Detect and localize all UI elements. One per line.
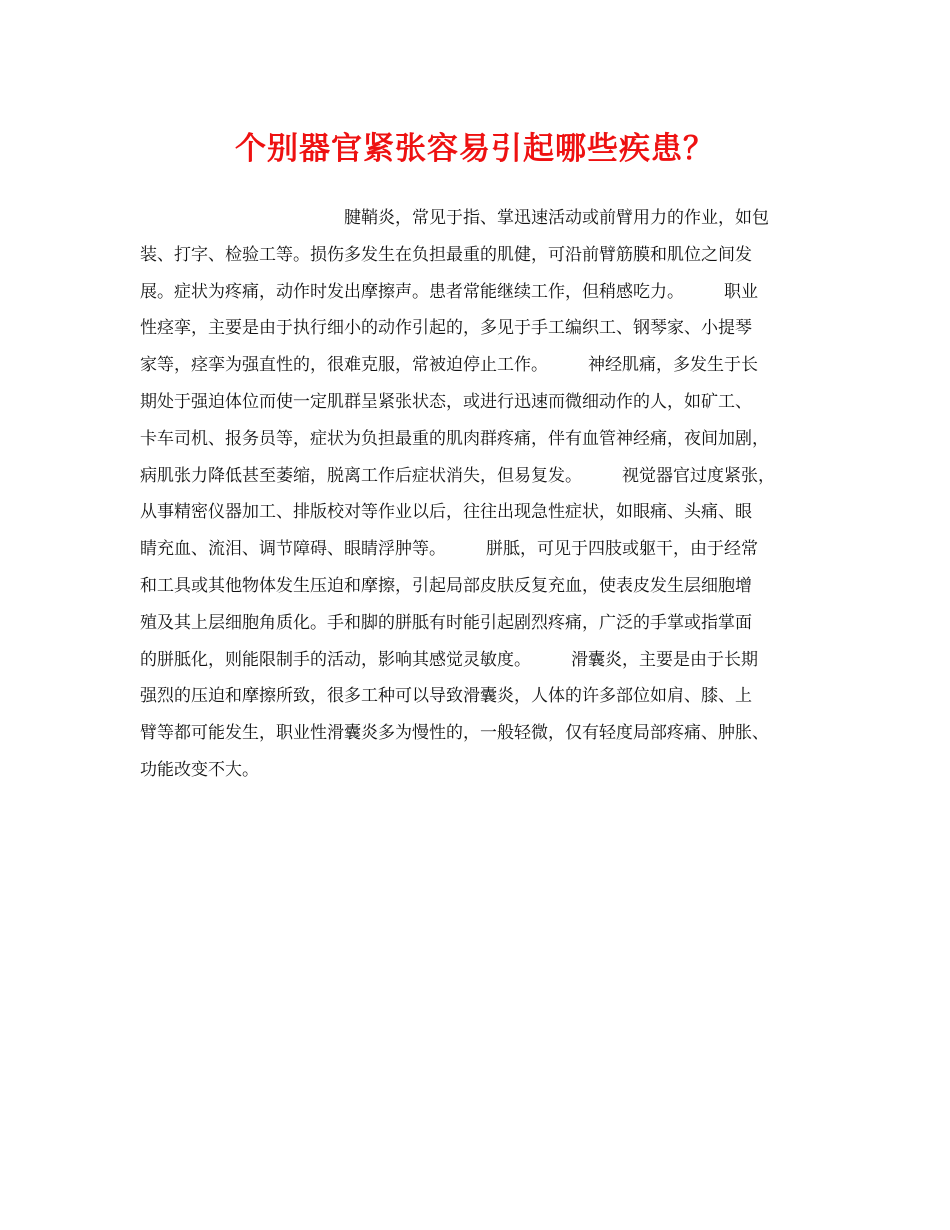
text-line [140, 200, 820, 237]
text-line [140, 752, 820, 789]
text-line [140, 605, 820, 642]
text-line [140, 458, 820, 495]
text-run: 强烈的压迫和摩擦所致，很多工种可以导致滑囊炎，人体的许多部位如肩、膝、上 [140, 686, 752, 707]
text-run: 殖及其上层细胞角质化。手和脚的胼胝有时能引起剧烈疼痛，广泛的手掌或指掌面 [140, 612, 752, 633]
text-run: 从事精密仪器加工、排版校对等作业以后，往往出现急性症状，如眼痛、头痛、眼 [140, 502, 752, 523]
text-run: 职业 [724, 281, 758, 302]
text-line [140, 237, 820, 274]
text-run: 病肌张力降低甚至萎缩，脱离工作后症状消失，但易复发。 [140, 465, 582, 486]
text-line [140, 421, 820, 458]
text-line [140, 568, 820, 605]
text-run: 滑囊炎，主要是由于长期 [571, 649, 758, 670]
text-run: 腱鞘炎，常见于指、掌迅速活动或前臂用力的作业，如包 [344, 208, 769, 228]
text-line [140, 494, 820, 531]
text-line [140, 310, 820, 347]
text-line [140, 347, 820, 384]
text-run: 神经肌痛，多发生于长 [588, 355, 758, 376]
document-title: 个别器官紧张容易引起哪些疾患？ [235, 131, 715, 167]
text-run: 性痉挛，主要是由于执行细小的动作引起的，多见于手工编织工、钢琴家、小提琴 [140, 318, 752, 339]
text-run: 家等，痉挛为强直性的，很难克服，常被迫停止工作。 [140, 355, 548, 376]
text-line [140, 678, 820, 715]
text-run: 卡车司机、报务员等，症状为负担最重的肌肉群疼痛，伴有血管神经痛，夜间加剧， [140, 428, 769, 449]
text-line [140, 274, 820, 311]
text-run: 睛充血、流泪、调节障碍、眼睛浮肿等。 [140, 539, 446, 560]
text-run: 装、打字、检验工等。损伤多发生在负担最重的肌健，可沿前臂筋膜和肌位之间发 [140, 244, 752, 265]
text-run: 期处于强迫体位而使一定肌群呈紧张状态，或进行迅速而微细动作的人，如矿工、 [140, 391, 752, 412]
text-line [140, 531, 820, 568]
text-run: 功能改变不大。 [140, 759, 259, 780]
text-run: 和工具或其他物体发生压迫和摩擦，引起局部皮肤反复充血，使表皮发生层细胞增 [140, 575, 752, 596]
text-run: 臂等都可能发生，职业性滑囊炎多为慢性的，一般轻微，仅有轻度局部疼痛、肿胀、 [140, 723, 769, 744]
document-body [140, 200, 820, 789]
text-run: 的胼胝化，则能限制手的活动，影响其感觉灵敏度。 [140, 649, 531, 670]
text-run: 胼胝，可见于四肢或躯干，由于经常 [486, 539, 758, 560]
text-line [140, 384, 820, 421]
text-run: 展。症状为疼痛，动作时发出摩擦声。患者常能继续工作，但稍感吃力。 [140, 281, 684, 302]
text-run: 视觉器官过度紧张， [622, 465, 775, 486]
text-line [140, 642, 820, 679]
text-line [140, 715, 820, 752]
